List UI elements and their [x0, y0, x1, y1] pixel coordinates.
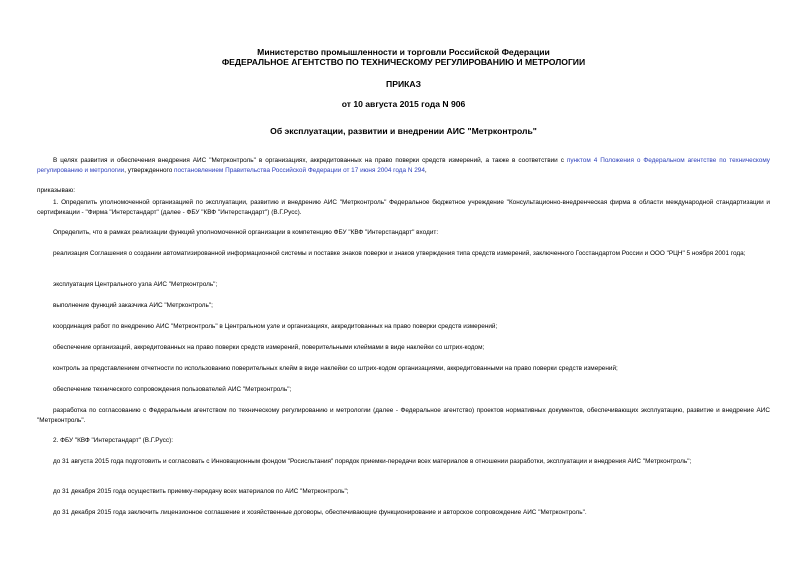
government-decree-link[interactable]: постановлением Правительства Российской Федерации от 17 июня 2004 года N 294	[174, 167, 425, 174]
list-item: реализация Соглашения о создании автоматизированной информационной системы и поставке знаков поверки и знаков утверждения типа средств измерений, заключенного Госстандартом России и ООО "РЦН" 5 ноября 2001 года;	[53, 250, 746, 257]
document-title: Об эксплуатации, развитии и внедрении АИС "Метрконтроль"	[270, 126, 537, 136]
list-item: выполнение функций заказчика АИС "Метрконтроль";	[53, 302, 213, 309]
list-item: до 31 декабря 2015 года заключить лицензионное соглашение и хозяйственные договоры, обеспечивающие функционирование и авторское сопровождение АИС "Метрконтроль".	[53, 509, 587, 516]
list-item: до 31 августа 2015 года подготовить и согласовать с Инновационным фондом "Росисльтания" порядок приемки-передачи всех материалов в отношении разработки, эксплуатации и внедрения АИС "Метрконтроль";	[53, 458, 692, 465]
document-type: ПРИКАЗ	[386, 79, 421, 89]
list-item: до 31 декабря 2015 года осуществить приемку-передачу всех материалов по АИС "Метрконтроль";	[53, 488, 349, 495]
intro-text-2: , утвержденного	[124, 167, 175, 174]
list-item: разработка по согласованию с Федеральным агентством по техническому регулированию и метрологии (далее - Федеральное агентство) проектов нормативных документов, обеспечивающих эксплуатацию, развитие и внедрение АИС "Метрконтроль".	[37, 407, 770, 424]
agency-name: ФЕДЕРАЛЬНОЕ АГЕНТСТВО ПО ТЕХНИЧЕСКОМУ РЕГУЛИРОВАНИЮ И МЕТРОЛОГИИ	[221, 57, 586, 67]
intro-paragraph	[37, 156, 770, 176]
list-item: координация работ по внедрению АИС "Метрконтроль" в Центральном узле и организациях, аккредитованных на право поверки средств измерений;	[53, 323, 498, 330]
list-item: эксплуатация Центрального узла АИС "Метрконтроль";	[53, 281, 218, 288]
list-item: контроль за представлением отчетности по использованию поверительных клейм в виде наклейки со штрих-кодом организациями, аккредитованными на право поверки средств измерений;	[53, 365, 618, 372]
ministry-name: Министерство промышленности и торговли Российской Федерации	[257, 47, 550, 57]
paragraph-2: 2. ФБУ "КВФ "Интерстандарт" (В.Г.Русс):	[53, 437, 173, 444]
list-item: обеспечение организаций, аккредитованных на право поверки средств измерений, поверительными клеймами в виде наклейки со штрих-кодом;	[53, 344, 485, 351]
paragraph-1: 1. Определить уполномоченной организацией по эксплуатации, развитию и внедрению АИС "Метрконтроль" Федеральное бюджетное учреждение "Консультационно-внедренческая фирма в области международной стандартизации и сертификации - "Фирма "Интерстандарт" (далее - ФБУ "КВФ "Интерстандарт") (В.Г.Русс).	[37, 199, 770, 216]
paragraph-define: Определить, что в рамках реализации функций уполномоченной организации в компетенцию ФБУ "КВФ "Интерстандарт" входит:	[53, 229, 439, 236]
list-item: обеспечение технического сопровождения пользователей АИС "Метрконтроль";	[53, 386, 292, 393]
regulation-link[interactable]: пунктом 4 Положения о Федеральном агентстве по техническому регулированию и метрологии	[37, 157, 770, 174]
intro-text-1: В целях развития и обеспечения внедрения АИС "Метрконтроль" в организациях, аккредитованных на право поверки средств измерений, а также в соответствии с	[53, 157, 567, 164]
document-date-number: от 10 августа 2015 года N 906	[341, 99, 466, 109]
intro-text-3: ,	[424, 167, 427, 174]
order-word: приказываю:	[37, 187, 75, 194]
